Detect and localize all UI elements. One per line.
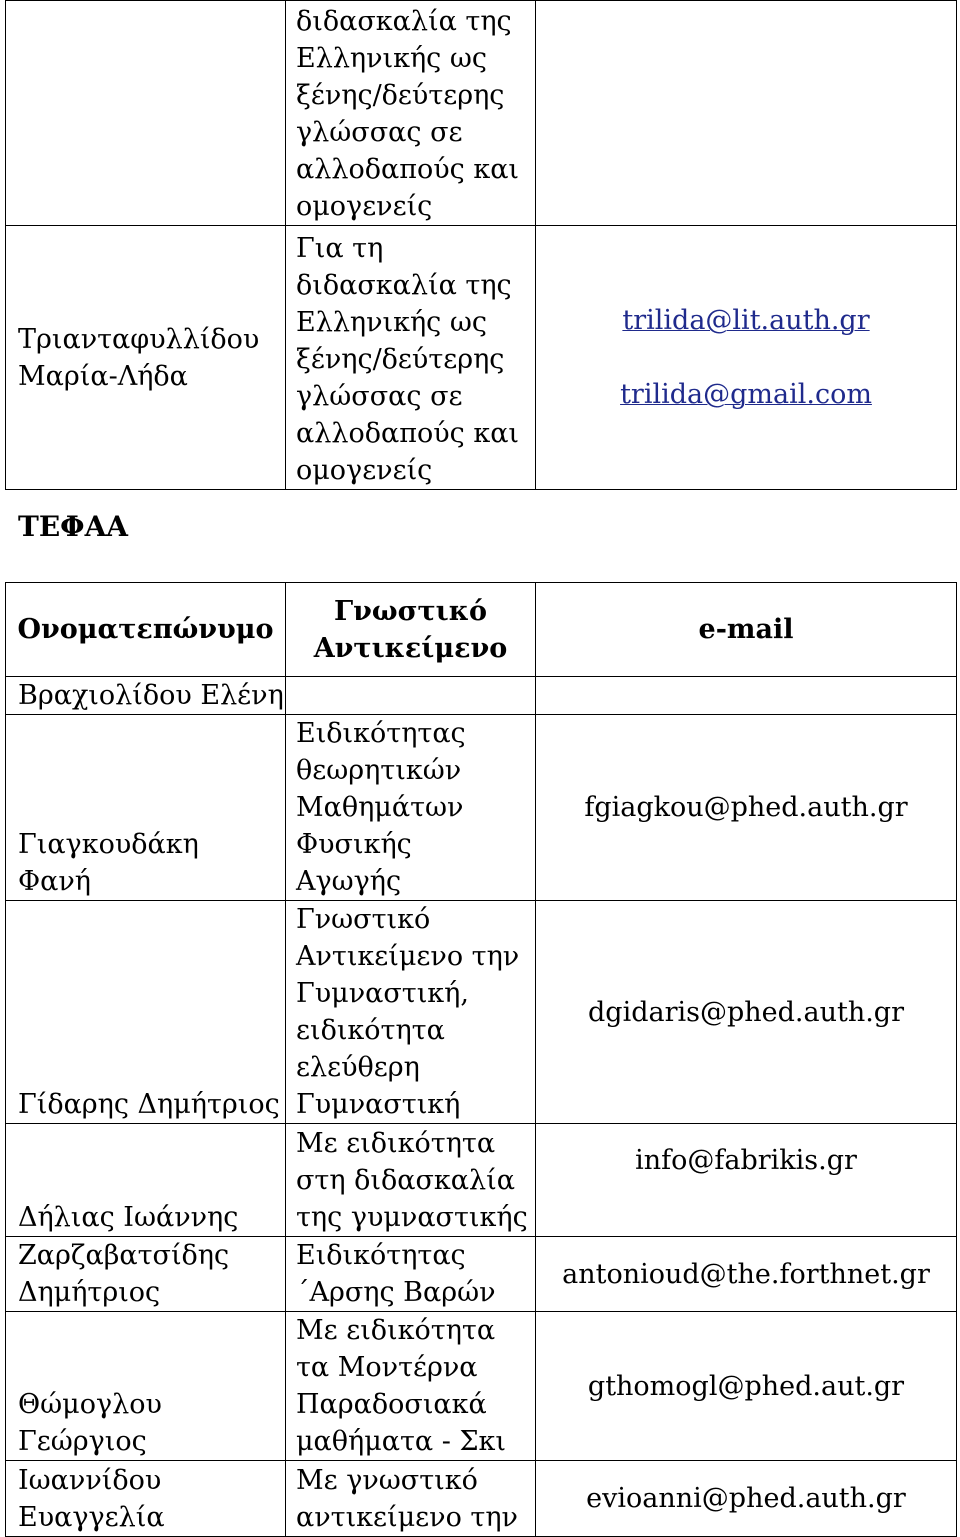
table-row — [6, 1312, 957, 1461]
subject-cell — [286, 677, 536, 715]
name-cell: Ζαρζαβατσίδης Δημήτριος — [6, 1237, 286, 1312]
email-cell — [536, 226, 957, 490]
subject-cell: Ειδικότητας θεωρητικών Μαθημάτων Φυσικής Αγωγής — [286, 715, 536, 901]
subject-cell: Γνωστικό Αντικείμενο την Γυμναστική, ειδικότητα ελεύθερη Γυμναστική — [286, 901, 536, 1124]
table-row — [6, 1237, 957, 1312]
email-cell — [536, 1, 957, 226]
name-cell: Ιωαννίδου Ευαγγελία — [6, 1461, 286, 1537]
email-cell: info@fabrikis.gr — [536, 1124, 957, 1237]
faculty-table-top — [5, 0, 957, 490]
table-header-row — [6, 583, 957, 677]
table-row — [6, 901, 957, 1124]
email-cell: dgidaris@phed.auth.gr — [536, 901, 957, 1124]
subject-cell: Με γνωστικό αντικείμενο την — [286, 1461, 536, 1537]
table-row — [6, 1124, 957, 1237]
name-cell: Θώμογλου Γεώργιος — [6, 1312, 286, 1461]
email-cell — [536, 677, 957, 715]
name-cell: Βραχιολίδου Ελένη — [6, 677, 286, 715]
subject-cell: διδασκαλία της Ελληνικής ως ξένης/δεύτερης γλώσσας σε αλλοδαπούς και ομογενείς — [286, 1, 536, 226]
name-cell: Γιαγκουδάκη Φανή — [6, 715, 286, 901]
table-row — [6, 677, 957, 715]
table-row — [6, 715, 957, 901]
name-cell — [6, 1, 286, 226]
email-link[interactable]: trilida@gmail.com — [620, 379, 872, 410]
name-cell: Δήλιας Ιωάννης — [6, 1124, 286, 1237]
email-cell: gthomogl@phed.aut.gr — [536, 1312, 957, 1461]
column-header-subject: Γνωστικό Αντικείμενο — [286, 583, 536, 677]
column-header-email: e-mail — [536, 583, 957, 677]
name-cell: Γίδαρης Δημήτριος — [6, 901, 286, 1124]
subject-cell: Για τη διδασκαλία της Ελληνικής ως ξένης/δεύτερης γλώσσας σε αλλοδαπούς και ομογενείς — [286, 226, 536, 490]
email-cell: evioanni@phed.auth.gr — [536, 1461, 957, 1537]
email-link[interactable]: trilida@lit.auth.gr — [622, 305, 870, 336]
table-row — [6, 1461, 957, 1537]
email-cell: antonioud@the.forthnet.gr — [536, 1237, 957, 1312]
email-cell: fgiagkou@phed.auth.gr — [536, 715, 957, 901]
section-title: ΤΕΦΑΑ — [18, 510, 129, 543]
faculty-table — [5, 582, 957, 1537]
column-header-name: Ονοματεπώνυμο — [6, 583, 286, 677]
table-row — [6, 1, 957, 226]
subject-cell: Ειδικότητας ΄Αρσης Βαρών — [286, 1237, 536, 1312]
subject-cell: Με ειδικότητα τα Μοντέρνα Παραδοσιακά μαθήματα - Σκι — [286, 1312, 536, 1461]
subject-cell: Με ειδικότητα στη διδασκαλία της γυμναστικής — [286, 1124, 536, 1237]
table-row — [6, 226, 957, 490]
name-cell: Τριανταφυλλίδου Μαρία-Λήδα — [6, 226, 286, 490]
